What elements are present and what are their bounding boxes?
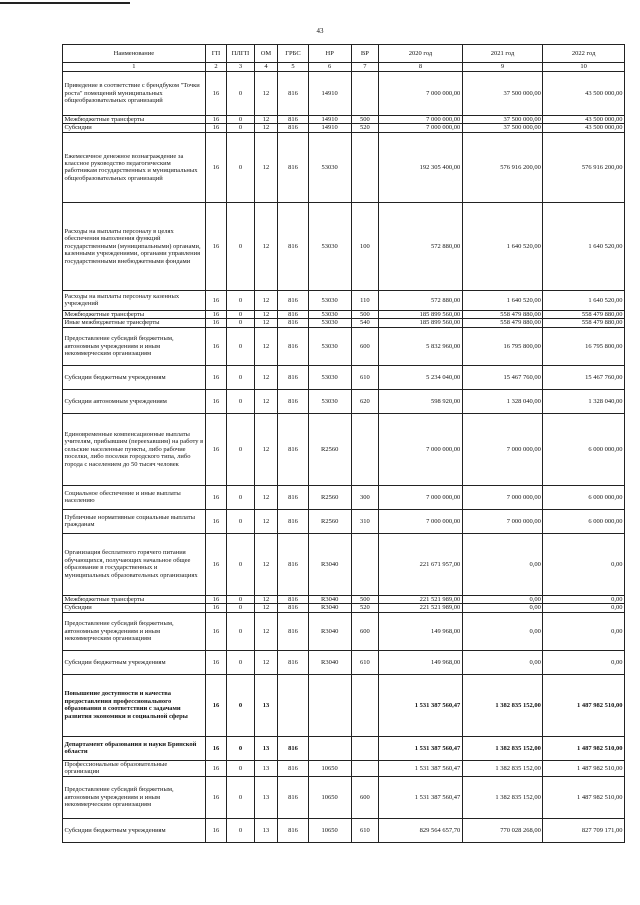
header-cell: ГП — [205, 45, 226, 63]
nr-cell: 10650 — [308, 776, 351, 818]
nr-cell: 14910 — [308, 124, 351, 132]
page-number: 43 — [316, 27, 324, 35]
nr-cell: 53030 — [308, 319, 351, 327]
om-cell: 13 — [254, 818, 277, 842]
gp-cell: 16 — [205, 595, 226, 603]
amount-2020-cell: 7 000 000,00 — [379, 124, 463, 132]
om-cell: 12 — [254, 365, 277, 389]
plgp-cell: 0 — [227, 612, 255, 650]
table-row — [63, 509, 625, 533]
grbs-cell: 816 — [278, 736, 309, 760]
vr-cell: 520 — [351, 124, 379, 132]
name-cell: Ежемесячное денежное вознаграждение за классное руководство педагогическим работникам государственных и муниципальных общеобразовательных организаций — [63, 132, 206, 202]
name-cell: Межбюджетные трансферты — [63, 595, 206, 603]
nr-cell: 53030 — [308, 290, 351, 310]
nr-cell: R2560 — [308, 509, 351, 533]
om-cell: 13 — [254, 760, 277, 776]
nr-cell: R2560 — [308, 485, 351, 509]
om-cell: 12 — [254, 650, 277, 674]
grbs-cell: 816 — [278, 72, 309, 116]
grbs-cell: 816 — [278, 116, 309, 124]
amount-2021-cell: 1 640 520,00 — [462, 202, 543, 290]
amount-2020-cell: 192 305 400,00 — [379, 132, 463, 202]
vr-cell: 300 — [351, 485, 379, 509]
table-row — [63, 413, 625, 485]
amount-2021-cell: 1 382 835 152,00 — [462, 736, 543, 760]
amount-2021-cell: 37 500 000,00 — [462, 124, 543, 132]
om-cell: 12 — [254, 485, 277, 509]
index-cell: 1 — [63, 63, 206, 72]
name-cell: Межбюджетные трансферты — [63, 116, 206, 124]
nr-cell: 10650 — [308, 760, 351, 776]
vr-cell — [351, 736, 379, 760]
nr-cell: 14910 — [308, 116, 351, 124]
name-cell: Предоставление субсидий бюджетным, автономным учреждениям и иным некоммерческим организациям — [63, 612, 206, 650]
grbs-cell: 816 — [278, 533, 309, 595]
plgp-cell: 0 — [227, 485, 255, 509]
om-cell: 13 — [254, 674, 277, 736]
amount-2021-cell: 0,00 — [462, 604, 543, 612]
plgp-cell: 0 — [227, 132, 255, 202]
amount-2021-cell: 1 382 835 152,00 — [462, 776, 543, 818]
om-cell: 12 — [254, 413, 277, 485]
vr-cell: 610 — [351, 818, 379, 842]
header-cell: ОМ — [254, 45, 277, 63]
table-row — [63, 760, 625, 776]
gp-cell: 16 — [205, 72, 226, 116]
gp-cell: 16 — [205, 776, 226, 818]
amount-2020-cell: 221 521 989,00 — [379, 595, 463, 603]
index-cell: 3 — [227, 63, 255, 72]
name-cell: Департамент образования и науки Брянской области — [63, 736, 206, 760]
nr-cell: R3040 — [308, 650, 351, 674]
vr-cell — [351, 72, 379, 116]
amount-2022-cell: 1 640 520,00 — [543, 202, 625, 290]
grbs-cell: 816 — [278, 290, 309, 310]
amount-2022-cell: 43 500 000,00 — [543, 124, 625, 132]
grbs-cell: 816 — [278, 776, 309, 818]
index-cell: 2 — [205, 63, 226, 72]
index-cell: 4 — [254, 63, 277, 72]
header-cell: 2021 год — [462, 45, 543, 63]
amount-2021-cell: 37 500 000,00 — [462, 72, 543, 116]
nr-cell: 53030 — [308, 327, 351, 365]
gp-cell: 16 — [205, 650, 226, 674]
amount-2022-cell: 1 487 982 510,00 — [543, 674, 625, 736]
nr-cell: 10650 — [308, 818, 351, 842]
plgp-cell: 0 — [227, 290, 255, 310]
vr-cell: 310 — [351, 509, 379, 533]
amount-2022-cell: 827 709 171,00 — [543, 818, 625, 842]
nr-cell: R3040 — [308, 595, 351, 603]
column-index-row — [63, 63, 625, 72]
table-row — [63, 485, 625, 509]
om-cell: 13 — [254, 736, 277, 760]
plgp-cell: 0 — [227, 202, 255, 290]
amount-2022-cell: 0,00 — [543, 595, 625, 603]
table-row — [63, 674, 625, 736]
amount-2021-cell: 7 000 000,00 — [462, 485, 543, 509]
gp-cell: 16 — [205, 319, 226, 327]
gp-cell: 16 — [205, 612, 226, 650]
nr-cell: R3040 — [308, 612, 351, 650]
table-row — [63, 389, 625, 413]
om-cell: 12 — [254, 124, 277, 132]
nr-cell: 53030 — [308, 132, 351, 202]
om-cell: 12 — [254, 116, 277, 124]
plgp-cell: 0 — [227, 604, 255, 612]
amount-2021-cell: 1 382 835 152,00 — [462, 760, 543, 776]
plgp-cell: 0 — [227, 533, 255, 595]
vr-cell: 540 — [351, 319, 379, 327]
name-cell: Профессиональные образовательные организации — [63, 760, 206, 776]
amount-2021-cell: 1 328 040,00 — [462, 389, 543, 413]
amount-2021-cell: 15 467 760,00 — [462, 365, 543, 389]
nr-cell: R3040 — [308, 533, 351, 595]
name-cell: Субсидии — [63, 124, 206, 132]
plgp-cell: 0 — [227, 116, 255, 124]
table-row — [63, 818, 625, 842]
name-cell: Субсидии бюджетным учреждениям — [63, 818, 206, 842]
amount-2022-cell: 43 500 000,00 — [543, 72, 625, 116]
gp-cell: 16 — [205, 327, 226, 365]
vr-cell: 620 — [351, 389, 379, 413]
table-row — [63, 72, 625, 116]
nr-cell: R3040 — [308, 604, 351, 612]
vr-cell: 500 — [351, 116, 379, 124]
amount-2020-cell: 185 899 560,00 — [379, 310, 463, 318]
amount-2020-cell: 1 531 387 560,47 — [379, 776, 463, 818]
amount-2021-cell: 7 000 000,00 — [462, 509, 543, 533]
table-row — [63, 612, 625, 650]
gp-cell: 16 — [205, 485, 226, 509]
vr-cell — [351, 413, 379, 485]
name-cell: Повышение доступности и качества предоставления профессионального образования в соответствии с задачами развития экономики и социальной сферы — [63, 674, 206, 736]
amount-2020-cell: 572 880,00 — [379, 290, 463, 310]
vr-cell: 110 — [351, 290, 379, 310]
index-cell: 9 — [462, 63, 543, 72]
amount-2021-cell: 558 479 880,00 — [462, 319, 543, 327]
amount-2021-cell: 16 795 800,00 — [462, 327, 543, 365]
name-cell: Расходы на выплаты персоналу в целях обеспечения выполнения функций государственными (муниципальными) органами, казенными учреждениями, органами управления государственными внебюджетными фондами — [63, 202, 206, 290]
vr-cell — [351, 132, 379, 202]
table-row — [63, 310, 625, 318]
amount-2021-cell: 7 000 000,00 — [462, 413, 543, 485]
table-row — [63, 595, 625, 603]
amount-2020-cell: 1 531 387 560,47 — [379, 736, 463, 760]
vr-cell: 610 — [351, 650, 379, 674]
header-row — [63, 45, 625, 63]
index-cell: 10 — [543, 63, 625, 72]
nr-cell: 53030 — [308, 202, 351, 290]
amount-2020-cell: 829 564 657,70 — [379, 818, 463, 842]
grbs-cell: 816 — [278, 604, 309, 612]
vr-cell: 610 — [351, 365, 379, 389]
plgp-cell: 0 — [227, 818, 255, 842]
amount-2021-cell: 0,00 — [462, 612, 543, 650]
grbs-cell: 816 — [278, 509, 309, 533]
table-row — [63, 736, 625, 760]
vr-cell — [351, 533, 379, 595]
amount-2021-cell: 1 382 835 152,00 — [462, 674, 543, 736]
index-cell: 6 — [308, 63, 351, 72]
om-cell: 12 — [254, 612, 277, 650]
amount-2020-cell: 7 000 000,00 — [379, 72, 463, 116]
om-cell: 12 — [254, 319, 277, 327]
amount-2022-cell: 1 487 982 510,00 — [543, 776, 625, 818]
table-row — [63, 116, 625, 124]
amount-2022-cell: 576 916 200,00 — [543, 132, 625, 202]
table-row — [63, 202, 625, 290]
amount-2021-cell: 0,00 — [462, 533, 543, 595]
table-body — [63, 72, 625, 843]
amount-2022-cell: 6 000 000,00 — [543, 413, 625, 485]
amount-2022-cell: 0,00 — [543, 604, 625, 612]
plgp-cell: 0 — [227, 365, 255, 389]
om-cell: 12 — [254, 533, 277, 595]
table-row — [63, 533, 625, 595]
gp-cell: 16 — [205, 124, 226, 132]
grbs-cell: 816 — [278, 485, 309, 509]
amount-2022-cell: 1 487 982 510,00 — [543, 760, 625, 776]
header-cell: НР — [308, 45, 351, 63]
amount-2020-cell: 221 521 989,00 — [379, 604, 463, 612]
header-cell: Наименование — [63, 45, 206, 63]
name-cell: Предоставление субсидий бюджетным, автономным учреждениям и иным некоммерческим организациям — [63, 327, 206, 365]
nr-cell: 53030 — [308, 389, 351, 413]
plgp-cell: 0 — [227, 760, 255, 776]
vr-cell: 500 — [351, 310, 379, 318]
amount-2020-cell: 149 968,00 — [379, 612, 463, 650]
grbs-cell: 816 — [278, 310, 309, 318]
name-cell: Расходы на выплаты персоналу казенных учреждений — [63, 290, 206, 310]
om-cell: 13 — [254, 776, 277, 818]
gp-cell: 16 — [205, 389, 226, 413]
plgp-cell: 0 — [227, 413, 255, 485]
name-cell: Организация бесплатного горячего питания обучающихся, получающих начальное общее образование в государственных и муниципальных образовательных организациях — [63, 533, 206, 595]
name-cell: Единовременные компенсационные выплаты учителям, прибывшим (переехавшим) на работу в сельские населенные пункты, либо рабочие поселки, либо поселки городского типа, либо города с населением до 50 тысяч человек — [63, 413, 206, 485]
grbs-cell: 816 — [278, 595, 309, 603]
grbs-cell: 816 — [278, 612, 309, 650]
amount-2021-cell: 37 500 000,00 — [462, 116, 543, 124]
vr-cell — [351, 674, 379, 736]
amount-2021-cell: 0,00 — [462, 595, 543, 603]
amount-2021-cell: 0,00 — [462, 650, 543, 674]
header-cell: ВР — [351, 45, 379, 63]
header-cell: ПЛГП — [227, 45, 255, 63]
name-cell: Субсидии бюджетным учреждениям — [63, 365, 206, 389]
plgp-cell: 0 — [227, 124, 255, 132]
name-cell: Приведение в соответствие с брендбуком "Точки роста" помещений муниципальных общеобразовательных организаций — [63, 72, 206, 116]
table-row — [63, 124, 625, 132]
gp-cell: 16 — [205, 132, 226, 202]
nr-cell: 14910 — [308, 72, 351, 116]
om-cell: 12 — [254, 509, 277, 533]
amount-2020-cell: 1 531 387 560,47 — [379, 674, 463, 736]
gp-cell: 16 — [205, 736, 226, 760]
amount-2020-cell: 5 234 040,00 — [379, 365, 463, 389]
amount-2022-cell: 16 795 800,00 — [543, 327, 625, 365]
vr-cell: 600 — [351, 327, 379, 365]
vr-cell: 600 — [351, 612, 379, 650]
amount-2022-cell: 43 500 000,00 — [543, 116, 625, 124]
grbs-cell: 816 — [278, 202, 309, 290]
grbs-cell — [278, 674, 309, 736]
name-cell: Публичные нормативные социальные выплаты гражданам — [63, 509, 206, 533]
name-cell: Субсидии бюджетным учреждениям — [63, 650, 206, 674]
amount-2020-cell: 7 000 000,00 — [379, 116, 463, 124]
amount-2022-cell: 1 487 982 510,00 — [543, 736, 625, 760]
table-row — [63, 650, 625, 674]
index-cell: 7 — [351, 63, 379, 72]
index-cell: 5 — [278, 63, 309, 72]
amount-2021-cell: 558 479 880,00 — [462, 310, 543, 318]
amount-2022-cell: 6 000 000,00 — [543, 509, 625, 533]
gp-cell: 16 — [205, 290, 226, 310]
table-row — [63, 132, 625, 202]
om-cell: 12 — [254, 389, 277, 413]
amount-2020-cell: 598 920,00 — [379, 389, 463, 413]
amount-2022-cell: 15 467 760,00 — [543, 365, 625, 389]
plgp-cell: 0 — [227, 595, 255, 603]
name-cell: Социальное обеспечение и иные выплаты населению — [63, 485, 206, 509]
table-row — [63, 365, 625, 389]
gp-cell: 16 — [205, 760, 226, 776]
grbs-cell: 816 — [278, 650, 309, 674]
amount-2020-cell: 7 000 000,00 — [379, 509, 463, 533]
om-cell: 12 — [254, 202, 277, 290]
grbs-cell: 816 — [278, 319, 309, 327]
amount-2022-cell: 6 000 000,00 — [543, 485, 625, 509]
amount-2020-cell: 185 899 560,00 — [379, 319, 463, 327]
vr-cell: 500 — [351, 595, 379, 603]
header-cell: 2020 год — [379, 45, 463, 63]
gp-cell: 16 — [205, 116, 226, 124]
name-cell: Иные межбюджетные трансферты — [63, 319, 206, 327]
amount-2022-cell: 1 640 520,00 — [543, 290, 625, 310]
amount-2020-cell: 221 671 957,00 — [379, 533, 463, 595]
amount-2020-cell: 7 000 000,00 — [379, 485, 463, 509]
gp-cell: 16 — [205, 509, 226, 533]
plgp-cell: 0 — [227, 319, 255, 327]
grbs-cell: 816 — [278, 389, 309, 413]
vr-cell: 600 — [351, 776, 379, 818]
om-cell: 12 — [254, 310, 277, 318]
table-row — [63, 290, 625, 310]
grbs-cell: 816 — [278, 365, 309, 389]
gp-cell: 16 — [205, 310, 226, 318]
plgp-cell: 0 — [227, 72, 255, 116]
om-cell: 12 — [254, 72, 277, 116]
amount-2021-cell: 770 028 268,00 — [462, 818, 543, 842]
table-row — [63, 319, 625, 327]
name-cell: Субсидии автономным учреждениям — [63, 389, 206, 413]
index-cell: 8 — [379, 63, 463, 72]
grbs-cell: 816 — [278, 132, 309, 202]
gp-cell: 16 — [205, 413, 226, 485]
header-cell: ГРБС — [278, 45, 309, 63]
plgp-cell: 0 — [227, 327, 255, 365]
nr-cell — [308, 736, 351, 760]
budget-table — [62, 44, 625, 843]
gp-cell: 16 — [205, 604, 226, 612]
grbs-cell: 816 — [278, 124, 309, 132]
gp-cell: 16 — [205, 674, 226, 736]
amount-2022-cell: 0,00 — [543, 650, 625, 674]
amount-2021-cell: 576 916 200,00 — [462, 132, 543, 202]
gp-cell: 16 — [205, 202, 226, 290]
amount-2020-cell: 7 000 000,00 — [379, 413, 463, 485]
gp-cell: 16 — [205, 365, 226, 389]
grbs-cell: 816 — [278, 327, 309, 365]
amount-2022-cell: 0,00 — [543, 533, 625, 595]
grbs-cell: 816 — [278, 818, 309, 842]
plgp-cell: 0 — [227, 310, 255, 318]
om-cell: 12 — [254, 604, 277, 612]
amount-2020-cell: 5 832 960,00 — [379, 327, 463, 365]
vr-cell: 520 — [351, 604, 379, 612]
om-cell: 12 — [254, 327, 277, 365]
nr-cell: R2560 — [308, 413, 351, 485]
amount-2021-cell: 1 640 520,00 — [462, 290, 543, 310]
nr-cell: 53030 — [308, 365, 351, 389]
amount-2022-cell: 558 479 880,00 — [543, 310, 625, 318]
grbs-cell: 816 — [278, 413, 309, 485]
top-rule — [0, 2, 130, 4]
name-cell: Субсидии — [63, 604, 206, 612]
vr-cell — [351, 760, 379, 776]
amount-2022-cell: 558 479 880,00 — [543, 319, 625, 327]
amount-2020-cell: 572 880,00 — [379, 202, 463, 290]
plgp-cell: 0 — [227, 674, 255, 736]
amount-2020-cell: 149 968,00 — [379, 650, 463, 674]
table-row — [63, 604, 625, 612]
name-cell: Межбюджетные трансферты — [63, 310, 206, 318]
nr-cell — [308, 674, 351, 736]
amount-2020-cell: 1 531 387 560,47 — [379, 760, 463, 776]
header-cell: 2022 год — [543, 45, 625, 63]
om-cell: 12 — [254, 595, 277, 603]
table-row — [63, 776, 625, 818]
plgp-cell: 0 — [227, 650, 255, 674]
name-cell: Предоставление субсидий бюджетным, автономным учреждениям и иным некоммерческим организациям — [63, 776, 206, 818]
amount-2022-cell: 0,00 — [543, 612, 625, 650]
om-cell: 12 — [254, 132, 277, 202]
table-row — [63, 327, 625, 365]
gp-cell: 16 — [205, 533, 226, 595]
plgp-cell: 0 — [227, 389, 255, 413]
plgp-cell: 0 — [227, 776, 255, 818]
nr-cell: 53030 — [308, 310, 351, 318]
plgp-cell: 0 — [227, 509, 255, 533]
grbs-cell: 816 — [278, 760, 309, 776]
amount-2022-cell: 1 328 040,00 — [543, 389, 625, 413]
vr-cell: 100 — [351, 202, 379, 290]
om-cell: 12 — [254, 290, 277, 310]
gp-cell: 16 — [205, 818, 226, 842]
plgp-cell: 0 — [227, 736, 255, 760]
